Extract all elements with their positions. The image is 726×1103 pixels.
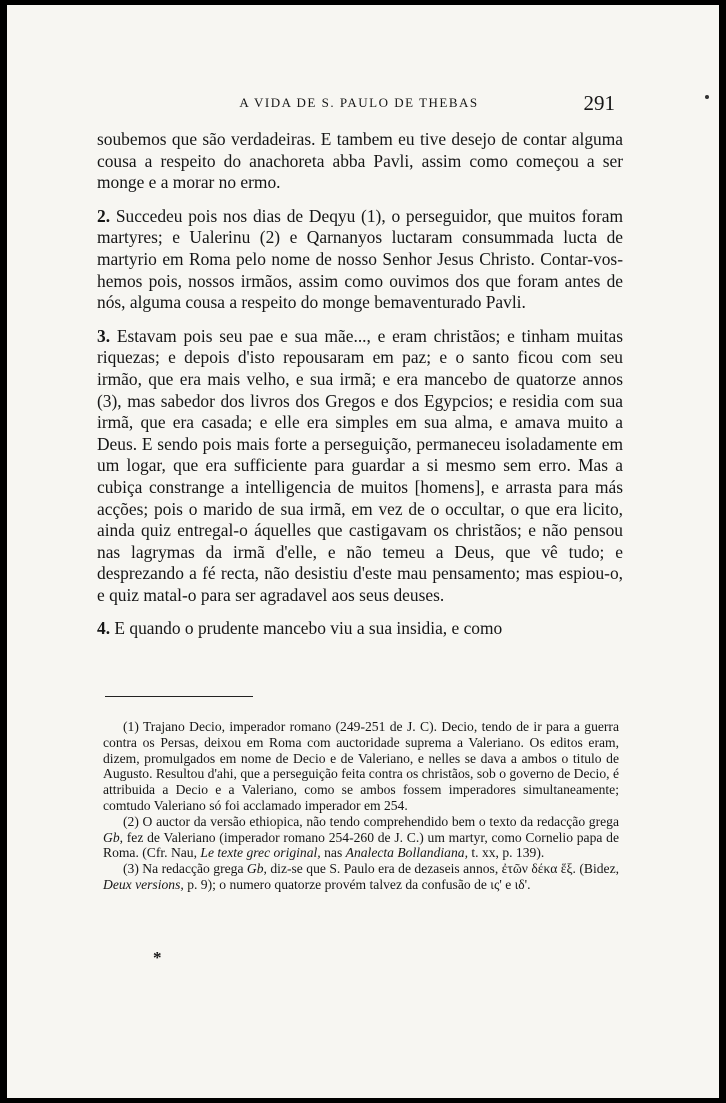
paragraph-1 (97, 129, 623, 194)
footnote-1: (1) Trajano Decio, imperador romano (249-251 de J. C). Decio, tendo de ir para a guerra contra os Persas, deixou em Roma com auctoridade suprema a Valeriano. Os editos eram, dizem, promulgados em nome de Decio e de Valeriano, e nelles se dava a ambos o titulo de Augusto. Resultou d'ahi, que a perseguição feita contra os christãos, sob o governo de Decio, é attribuida a Decio e a Valeriano, como se ambos fossem imperadores simultaneamente; comtudo Valeriano só foi acclamado imperador em 254. (103, 719, 619, 813)
page-header (103, 91, 615, 115)
end-mark: * (153, 948, 162, 967)
paragraph-text: Succedeu pois nos dias de Deqyu (1), o perseguidor, que muitos foram martyres; e Ualerinu (2) e Qarnanyos luctaram consummada lucta de martyrio em Roma pelo nome de nosso Senhor Jesus Christo. Contar-vos-hemos pois, nossos irmãos, assim como ouvimos dos que foram antes de nós, alguma cousa a respeito do monge bemaventurado Pavli. (97, 205, 623, 313)
running-title: A VIDA DE S. PAULO DE THEBAS (239, 95, 479, 110)
paragraph-text: Estavam pois seu pae e sua mãe..., e eram christãos; e tinham muitas riquezas; e depois d'isto repousaram em paz; e o santo ficou com seu irmão, que era mais velho, e sua irmã; e era mancebo de quatorze annos (3), mas sabedor dos livros dos Gregos e dos Egypcios; e residia com sua irmã, que era casada; e elle era simples em sua alma, e amava muito a Deus. E sendo pois mais forte a perseguição, permaneceu isoladamente em um logar, que era sufficiente para guardar a si mesmo sem erro. Mas a cubiça constrange a intelligencia de muitos [homens], e arrasta para más acções; pois o marido de sua irmã, em vez de o occultar, o que era licito, ainda quiz entregal-o áquelles que castigavam os christãos; e não pensou nas lagrymas da irmã d'elle, e não temeu a Deus, que vê tudo; e desprezando a fé recta, não desistiu d'este mau pensamento; mas espiou-o, e quiz matal-o para ser agradavel aos seus deuses. (97, 325, 623, 605)
footnote-2: (2) O auctor da versão ethiopica, não tendo comprehendido bem o texto da redacção grega Gb, fez de Valeriano (imperador romano 254-260 de J. C.) um martyr, como Cornelio papa de Roma. (Cfr. Nau, Le texte grec original, nas Analecta Bollandiana, t. xx, p. 139). (103, 813, 619, 861)
paragraph-text: soubemos que são verdadeiras. E tambem eu tive desejo de contar alguma cousa a respeito do anachoreta abba Pavli, assim como começou a ser monge e a morar no ermo. (97, 129, 623, 193)
section-number: 2. (97, 205, 111, 226)
book-page (7, 5, 719, 1098)
section-number: 4. (97, 618, 111, 639)
footnote-3: (3) Na redacção grega Gb, diz-se que S. Paulo era de dezaseis annos, ἐτῶν δέκα ἕξ. (Bidez, Deux versions, p. 9); o numero quatorze provém talvez da confusão de ις' e ιδ'. (103, 861, 620, 892)
paragraph-text: E quando o prudente mancebo viu a sua insidia, e como (114, 618, 503, 639)
body-text (97, 129, 623, 652)
paragraph-3 (97, 326, 623, 607)
paragraph-4 (97, 618, 623, 640)
page-number: 291 (583, 91, 615, 115)
section-number: 3. (97, 325, 111, 346)
margin-mark (705, 95, 709, 99)
footnotes (103, 719, 619, 893)
footnote-divider (105, 696, 253, 697)
paragraph-2 (97, 206, 623, 314)
